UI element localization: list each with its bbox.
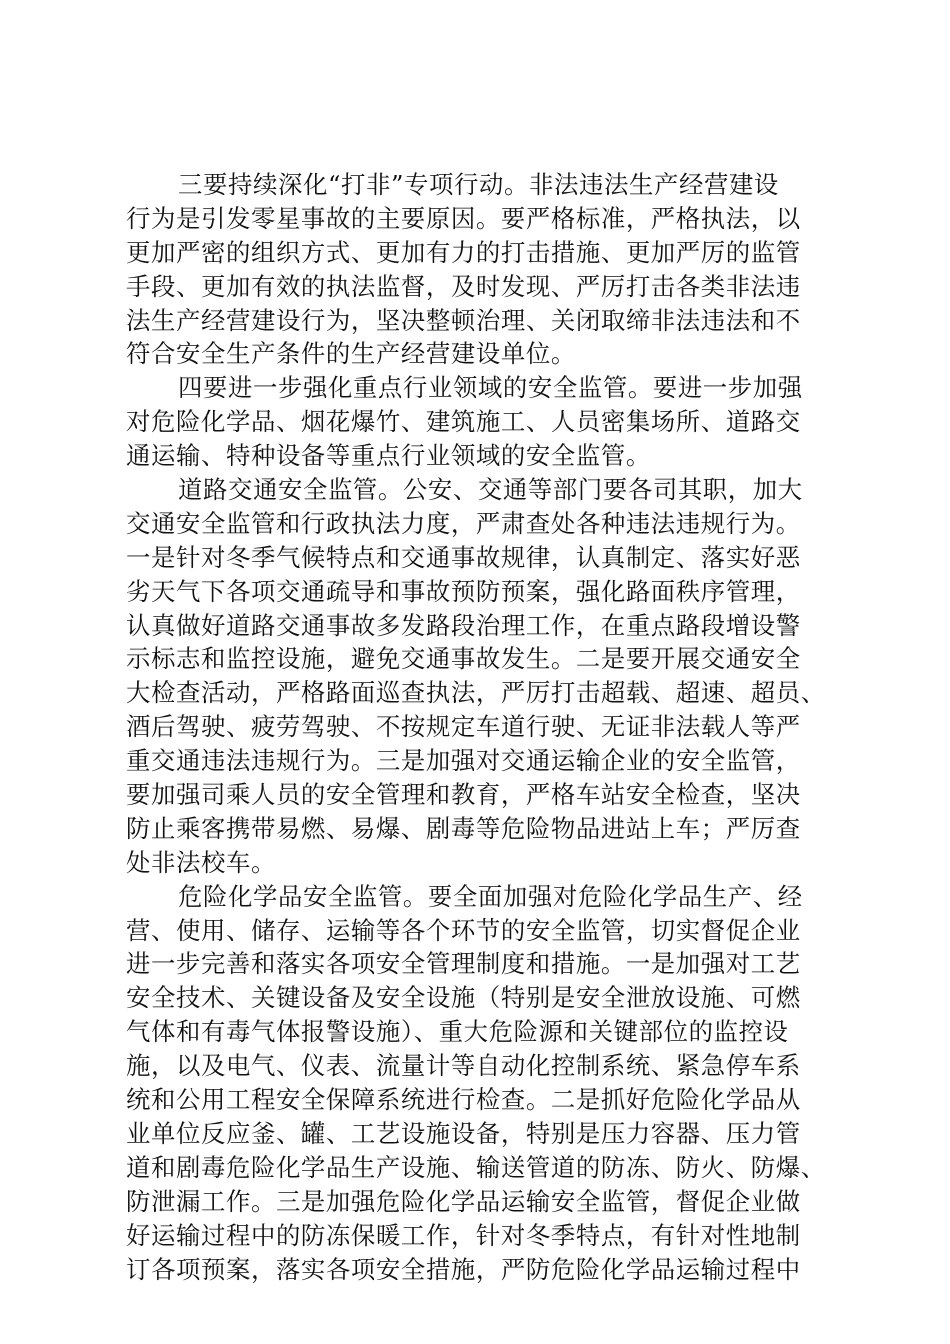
paragraph-line: 四要进一步强化重点行业领域的安全监管。要进一步加强 [178, 373, 803, 403]
paragraph-line: 道和剧毒危险化学品生产设施、输送管道的防冻、防火、防爆、 [126, 1152, 826, 1182]
paragraph-line: 防止乘客携带易燃、易爆、剧毒等危险物品进站上车；严厉查 [126, 813, 801, 843]
paragraph-line: 道路交通安全监管。公安、交通等部门要各司其职，加大 [178, 475, 803, 505]
paragraph-line: 业单位反应釜、罐、工艺设施设备，特别是压力容器、压力管 [126, 1118, 801, 1148]
paragraph-line: 对危险化学品、烟花爆竹、建筑施工、人员密集场所、道路交 [126, 407, 801, 437]
document-body [126, 168, 838, 1286]
paragraph-line: 防泄漏工作。三是加强危险化学品运输安全监管，督促企业做 [126, 1186, 801, 1216]
paragraph-line: 要加强司乘人员的安全管理和教育，严格车站安全检查，坚决 [126, 780, 801, 810]
paragraph-line: 危险化学品安全监管。要全面加强对危险化学品生产、经 [178, 881, 803, 911]
paragraph-line: 符合安全生产条件的生产经营建设单位。 [126, 339, 576, 369]
paragraph-line: 安全技术、关键设备及安全设施（特别是安全泄放设施、可燃 [126, 983, 801, 1013]
paragraph-line: 重交通违法违规行为。三是加强对交通运输企业的安全监管， [126, 746, 801, 776]
paragraph-line: 法生产经营建设行为，坚决整顿治理、关闭取缔非法违法和不 [126, 305, 801, 335]
paragraph-line: 处非法校车。 [126, 847, 276, 877]
paragraph-line: 施，以及电气、仪表、流量计等自动化控制系统、紧急停车系 [126, 1051, 801, 1081]
paragraph-line: 订各项预案，落实各项安全措施，严防危险化学品运输过程中 [126, 1254, 801, 1284]
paragraph-line: 劣天气下各项交通疏导和事故预防预案，强化路面秩序管理， [126, 576, 801, 606]
paragraph-line: 统和公用工程安全保障系统进行检查。二是抓好危险化学品从 [126, 1085, 801, 1115]
paragraph-line: 营、使用、储存、运输等各个环节的安全监管，切实督促企业 [126, 915, 801, 945]
paragraph-line: 交通安全监管和行政执法力度，严肃查处各种违法违规行为。 [126, 508, 801, 538]
paragraph-line: 认真做好道路交通事故多发路段治理工作，在重点路段增设警 [126, 610, 801, 640]
paragraph-line: 更加严密的组织方式、更加有力的打击措施、更加严厉的监管 [126, 237, 801, 267]
paragraph-line: 气体和有毒气体报警设施）、重大危险源和关键部位的监控设 [126, 1017, 789, 1047]
paragraph-line: 好运输过程中的防冻保暖工作，针对冬季特点，有针对性地制 [126, 1220, 801, 1250]
paragraph-line: 手段、更加有效的执法监督，及时发现、严厉打击各类非法违 [126, 271, 801, 301]
paragraph-line: 示标志和监控设施，避免交通事故发生。二是要开展交通安全 [126, 644, 801, 674]
paragraph-line: 酒后驾驶、疲劳驾驶、不按规定车道行驶、无证非法载人等严 [126, 712, 801, 742]
paragraph-line: 三要持续深化“打非”专项行动。非法违法生产经营建设 [178, 170, 779, 199]
paragraph-line: 通运输、特种设备等重点行业领域的安全监管。 [126, 441, 651, 471]
paragraph-line: 行为是引发零星事故的主要原因。要严格标准，严格执法，以 [126, 203, 801, 233]
paragraph-line: 进一步完善和落实各项安全管理制度和措施。一是加强对工艺 [126, 949, 801, 979]
paragraph-line: 一是针对冬季气候特点和交通事故规律，认真制定、落实好恶 [126, 542, 801, 572]
paragraph-line: 大检查活动，严格路面巡查执法，严厉打击超载、超速、超员、 [126, 678, 826, 708]
